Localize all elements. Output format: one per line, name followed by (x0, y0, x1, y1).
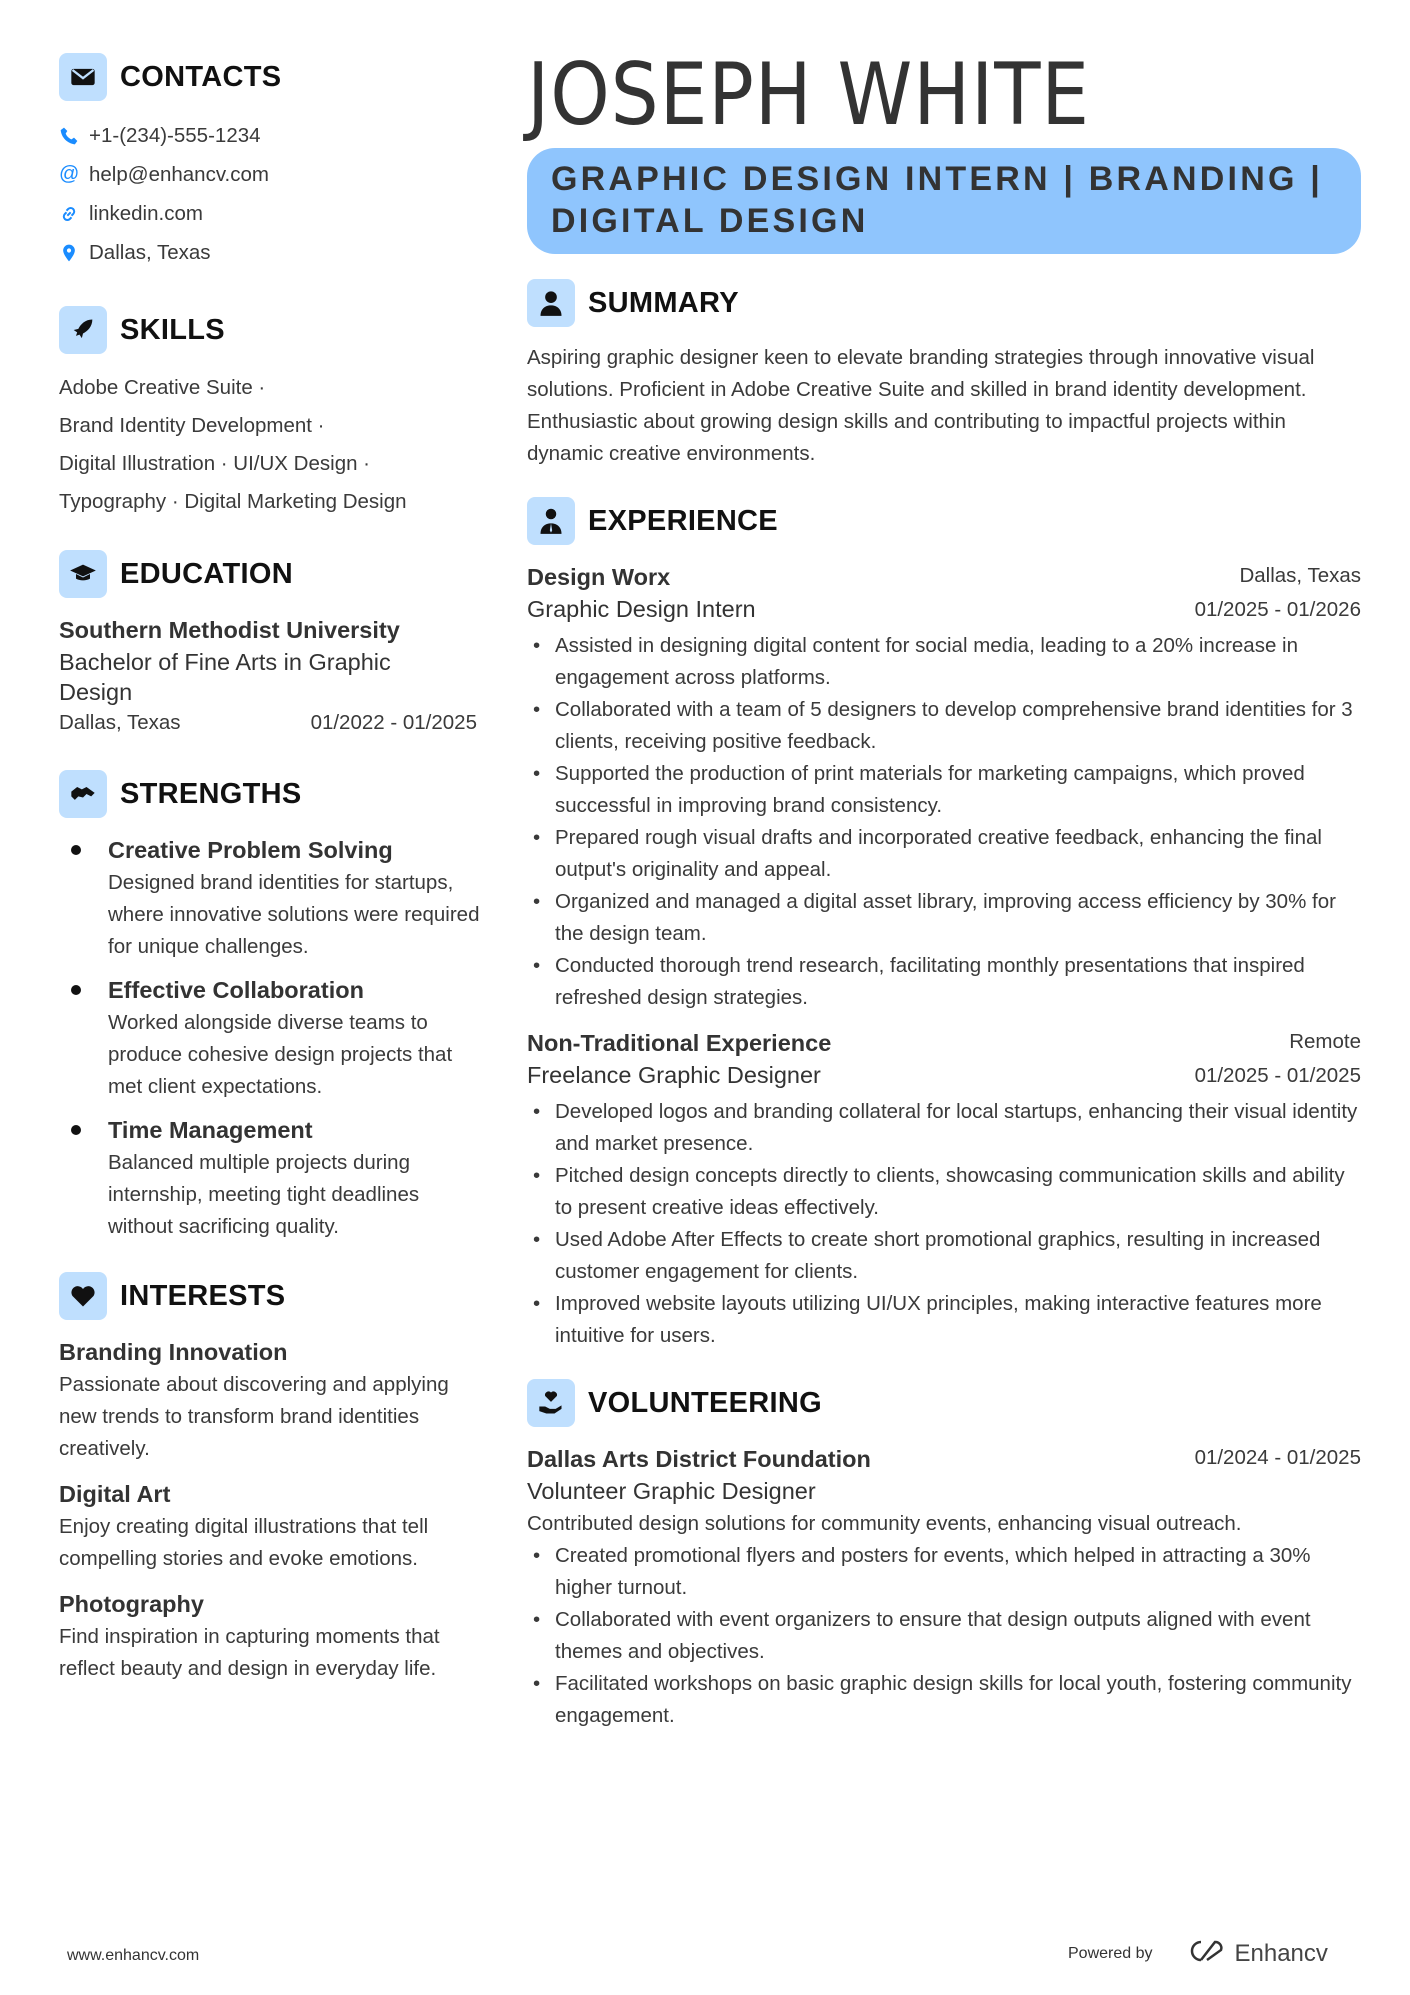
volunteering-section (527, 1378, 1361, 1732)
interest-title: Branding Innovation (59, 1339, 288, 1365)
summary-text: Aspiring graphic designer keen to elevate branding strategies through innovative visual solutions. Proficient in Adobe Creative Suite and skilled in brand identity development. Enthusiastic about growing design skills and contributing to impactful projects within dynamic creative environments. (527, 346, 1315, 465)
organization-name: Dallas Arts District Foundation (527, 1446, 871, 1472)
headline: GRAPHIC DESIGN INTERN | BRANDING | DIGITAL DESIGN (527, 148, 1361, 254)
job-bullet: • Pitched design concepts directly to clients, showcasing communication skills and ability to present creative ideas effectively. (527, 1160, 1361, 1224)
summary-section (527, 278, 1361, 470)
strength-item (59, 833, 481, 963)
hand-heart-icon (527, 1379, 575, 1427)
enhancv-logo-icon (1181, 1938, 1227, 1969)
contacts-section (59, 52, 481, 272)
footer-powered-by (1068, 1938, 1328, 1969)
enhancv-brand: Enhancv (1234, 1939, 1328, 1967)
interest-item (59, 1477, 481, 1575)
job-bullet: • Supported the production of print materials for marketing campaigns, which proved successful in improving brand consistency. (527, 758, 1361, 822)
interest-desc: Enjoy creating digital illustrations that tell compelling stories and evoke emotions. (59, 1515, 429, 1570)
interests-section (59, 1271, 481, 1685)
skill-line: Typography · Digital Marketing Design (59, 490, 407, 513)
interest-item (59, 1587, 481, 1685)
volunteer-bullet: • Created promotional flyers and posters for events, which helped in attracting a 30% higher turnout. (527, 1540, 1361, 1604)
contact-link[interactable] (59, 194, 481, 233)
location-text: Dallas, Texas (89, 240, 211, 264)
email-link[interactable]: help@enhancv.com (89, 162, 269, 186)
education-dates: 01/2022 - 01/2025 (310, 711, 477, 734)
job-dates: 01/2025 - 01/2025 (1194, 1064, 1361, 1087)
job-bullet: • Improved website layouts utilizing UI/UX principles, making interactive features more intuitive for users. (527, 1288, 1361, 1352)
job-bullet: • Organized and managed a digital asset library, improving access efficiency by 30% for the design team. (527, 886, 1361, 950)
job-role: Freelance Graphic Designer (527, 1062, 821, 1088)
section-title: EDUCATION (120, 557, 293, 590)
job-bullet: • Developed logos and branding collateral for local startups, enhancing their visual identity and market presence. (527, 1096, 1361, 1160)
strength-desc: Designed brand identities for startups, where innovative solutions were required for unique challenges. (108, 871, 480, 958)
interest-title: Photography (59, 1591, 204, 1617)
section-title: EXPERIENCE (588, 504, 778, 537)
skill-line: Digital Illustration · UI/UX Design · (59, 452, 371, 475)
section-title: SUMMARY (588, 286, 739, 319)
left-column (59, 52, 481, 1685)
rocket-icon (59, 306, 107, 354)
powered-by-label: Powered by (1068, 1944, 1153, 1962)
skills-section (59, 305, 481, 521)
linkedin-link[interactable]: linkedin.com (89, 201, 203, 225)
job-role: Graphic Design Intern (527, 596, 756, 622)
job-location: Dallas, Texas (1239, 564, 1361, 587)
volunteer-role: Volunteer Graphic Designer (527, 1478, 816, 1504)
job-bullet: • Prepared rough visual drafts and incorporated creative feedback, enhancing the final output's originality and appeal. (527, 822, 1361, 886)
volunteer-desc: Contributed design solutions for community events, enhancing visual outreach. (527, 1512, 1242, 1535)
school-name: Southern Methodist University (59, 617, 400, 643)
contact-phone (59, 116, 481, 155)
section-title: VOLUNTEERING (588, 1386, 822, 1419)
candidate-name: JOSEPH WHITE (527, 45, 1091, 145)
strength-title: Effective Collaboration (108, 977, 364, 1003)
job-entry (527, 1026, 1361, 1352)
section-title: STRENGTHS (120, 777, 302, 810)
job-entry (527, 560, 1361, 1014)
job-location: Remote (1289, 1030, 1361, 1053)
job-bullet: • Collaborated with a team of 5 designers to develop comprehensive brand identities for 3 clients, receiving positive feedback. (527, 694, 1361, 758)
location-pin-icon (59, 243, 89, 263)
heart-icon (59, 1272, 107, 1320)
experience-section (527, 496, 1361, 1352)
job-bullet: • Used Adobe After Effects to create short promotional graphics, resulting in increased customer engagement for clients. (527, 1224, 1361, 1288)
strength-desc: Balanced multiple projects during internship, meeting tight deadlines without sacrificing quality. (108, 1151, 420, 1238)
contact-location (59, 233, 481, 272)
footer-website[interactable]: www.enhancv.com (67, 1947, 200, 1964)
bullet-dot (71, 985, 81, 995)
strength-title: Time Management (108, 1117, 313, 1143)
bullet-dot (71, 1125, 81, 1135)
section-title: CONTACTS (120, 60, 282, 93)
briefcase-user-icon (527, 497, 575, 545)
bullet-dot (71, 845, 81, 855)
at-icon: @ (59, 163, 80, 185)
section-title: SKILLS (120, 313, 225, 346)
link-icon (59, 204, 89, 224)
job-bullet: • Assisted in designing digital content for social media, leading to a 20% increase in engagement across platforms. (527, 630, 1361, 694)
volunteer-bullet: • Facilitated workshops on basic graphic design skills for local youth, fostering community engagement. (527, 1668, 1361, 1732)
right-column (527, 45, 1361, 1732)
interest-title: Digital Art (59, 1481, 171, 1507)
volunteer-bullet: • Collaborated with event organizers to ensure that design outputs aligned with event themes and objectives. (527, 1604, 1361, 1668)
strength-item (59, 973, 481, 1103)
envelope-icon (59, 53, 107, 101)
strength-title: Creative Problem Solving (108, 837, 393, 863)
company-name: Design Worx (527, 564, 671, 590)
phone-icon (59, 126, 89, 146)
strength-item (59, 1113, 481, 1243)
user-icon (527, 279, 575, 327)
company-name: Non-Traditional Experience (527, 1030, 832, 1056)
handshake-icon (59, 770, 107, 818)
phone-text: +1-(234)-555-1234 (89, 123, 261, 147)
skill-line: Adobe Creative Suite · (59, 376, 266, 399)
job-bullet: • Conducted thorough trend research, facilitating monthly presentations that inspired refreshed design strategies. (527, 950, 1361, 1014)
volunteer-dates: 01/2024 - 01/2025 (1194, 1446, 1361, 1469)
section-title: INTERESTS (120, 1279, 286, 1312)
education-location: Dallas, Texas (59, 711, 181, 734)
education-section (59, 549, 481, 739)
contact-email[interactable] (59, 155, 481, 194)
interest-desc: Find inspiration in capturing moments that reflect beauty and design in everyday life. (59, 1625, 440, 1680)
interest-desc: Passionate about discovering and applying new trends to transform brand identities creatively. (59, 1373, 449, 1460)
skill-line: Brand Identity Development · (59, 414, 325, 437)
strengths-section (59, 769, 481, 1243)
interest-item (59, 1335, 481, 1465)
graduation-cap-icon (59, 550, 107, 598)
job-dates: 01/2025 - 01/2026 (1194, 598, 1361, 621)
degree: Bachelor of Fine Arts in Graphic Design (59, 649, 391, 705)
strength-desc: Worked alongside diverse teams to produce cohesive design projects that met client expectations. (108, 1011, 453, 1098)
